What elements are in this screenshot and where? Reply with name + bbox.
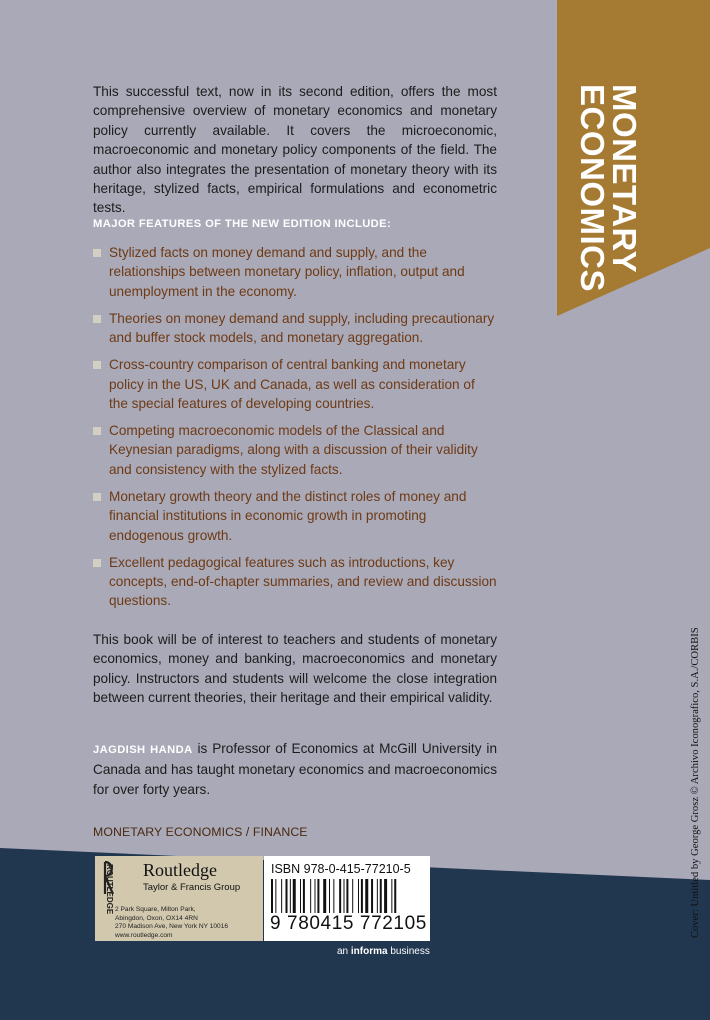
barcode-bar xyxy=(344,879,345,913)
spine-title xyxy=(568,84,643,293)
feature-text: Competing macroeconomic models of the Classical and Keynesian paradigms, along with a discussion of their validity and consistency with the stylized facts. xyxy=(109,423,478,477)
audience-paragraph: This book will be of interest to teachers and students of monetary economics, money and banking, macroeconomics and monetary policy. Instructors and students will welcome the close integration between current theories, their heritage and their empirical validity. xyxy=(93,632,497,706)
intro-paragraph: This successful text, now in its second edition, offers the most comprehensive overview of monetary economics and monetary policy currently available. It covers the microeconomic, macroeconomic and monetary policy components of the field. The author also integrates the presentation of monetary theory with its heritage, stylized facts, empirical formulations and econometric tests. xyxy=(93,84,497,216)
bullet-icon xyxy=(93,249,101,257)
barcode-bar xyxy=(391,879,392,913)
barcode-bar xyxy=(290,879,291,913)
feature-item xyxy=(93,487,497,545)
bullet-icon xyxy=(93,361,101,369)
barcode-bar xyxy=(271,879,273,913)
author-paragraph xyxy=(93,739,497,799)
publisher-box xyxy=(95,856,263,941)
barcode-icon xyxy=(271,879,421,913)
address-line: 270 Madison Ave, New York NY 10016 xyxy=(115,923,229,931)
author-name: JAGDISH HANDA xyxy=(93,744,193,756)
barcode-bar xyxy=(300,879,301,913)
barcode-bar xyxy=(293,879,296,913)
barcode-bar xyxy=(380,879,382,913)
barcode-bar xyxy=(384,879,387,913)
barcode-digits: 9 780415 772105 xyxy=(270,913,427,934)
feature-item xyxy=(93,243,497,301)
barcode-bar xyxy=(310,879,311,913)
feature-text: Theories on money demand and supply, including precautionary and buffer stock models, and monetary aggregation. xyxy=(109,310,495,346)
feature-text: Monetary growth theory and the distinct roles of money and financial institutions in economic growth in promoting endogenous growth. xyxy=(109,488,467,543)
feature-item xyxy=(93,553,497,611)
barcode-bar xyxy=(275,879,276,913)
barcode-bar xyxy=(317,879,319,913)
barcode-bar xyxy=(352,879,353,913)
spine-title-line: ECONOMICS xyxy=(574,84,611,293)
barcode-bar xyxy=(323,879,326,913)
feature-text: Excellent pedagogical features such as introductions, key concepts, end-of-chapter summaries, and review and discussion questions. xyxy=(109,554,497,609)
feature-item xyxy=(93,355,497,413)
barcode-bar xyxy=(365,879,368,913)
barcode-bar xyxy=(361,879,363,913)
address-line: Abingdon, Oxon, OX14 4RN xyxy=(115,914,198,922)
informa-suffix: business xyxy=(387,946,430,957)
cover-credit: Cover: Untitled by George Grosz © Archivo Iconografico, S.A./CORBIS xyxy=(690,627,701,938)
bullet-icon xyxy=(93,427,101,435)
barcode-bar xyxy=(377,879,378,913)
address-line: 2 Park Square, Milton Park, xyxy=(115,906,196,913)
informa-business-tagline xyxy=(337,946,430,957)
spine-title-line: MONETARY xyxy=(606,84,643,274)
barcode-bar xyxy=(303,879,305,913)
barcode-bar xyxy=(315,879,316,913)
publisher-name: Routledge xyxy=(143,860,217,880)
publisher-address xyxy=(115,906,228,940)
address-line: www.routledge.com xyxy=(115,931,173,939)
feature-item xyxy=(93,309,497,348)
features-heading: MAJOR FEATURES OF THE NEW EDITION INCLUDE: xyxy=(93,218,392,230)
bullet-icon xyxy=(93,559,101,567)
feature-item xyxy=(93,421,497,479)
isbn-number: ISBN 978-0-415-77210-5 xyxy=(271,862,411,876)
feature-text: Cross-country comparison of central banking and monetary policy in the US, UK and Canada, as well as consideration of the special features of developing countries. xyxy=(109,357,475,412)
barcode-bar xyxy=(281,879,282,913)
bullet-icon xyxy=(93,493,101,501)
barcode-bar xyxy=(371,879,373,913)
bullet-icon xyxy=(93,315,101,323)
author-bio: is Professor of Economics at McGill University in Canada and has taught monetary economics and macroeconomics for over forty years. xyxy=(93,741,497,797)
barcode-bar xyxy=(286,879,288,913)
informa-brand: informa xyxy=(350,946,388,957)
barcode-bar xyxy=(394,879,396,913)
routledge-logo-text: ROUTLEDGE xyxy=(105,864,114,915)
barcode-bar xyxy=(333,879,334,913)
subject-category: MONETARY ECONOMICS / FINANCE xyxy=(93,825,308,839)
barcode-bar xyxy=(358,879,359,913)
informa-prefix: an xyxy=(337,946,351,957)
publisher-group: Taylor & Francis Group xyxy=(143,882,241,893)
barcode-bar xyxy=(346,879,348,913)
feature-text: Stylized facts on money demand and supply, and the relationships between monetary policy, inflation, output and unemployment in the economy. xyxy=(109,245,465,299)
features-list xyxy=(93,243,497,618)
barcode-bar xyxy=(329,879,330,913)
isbn-box xyxy=(264,856,430,941)
barcode-bar xyxy=(339,879,341,913)
